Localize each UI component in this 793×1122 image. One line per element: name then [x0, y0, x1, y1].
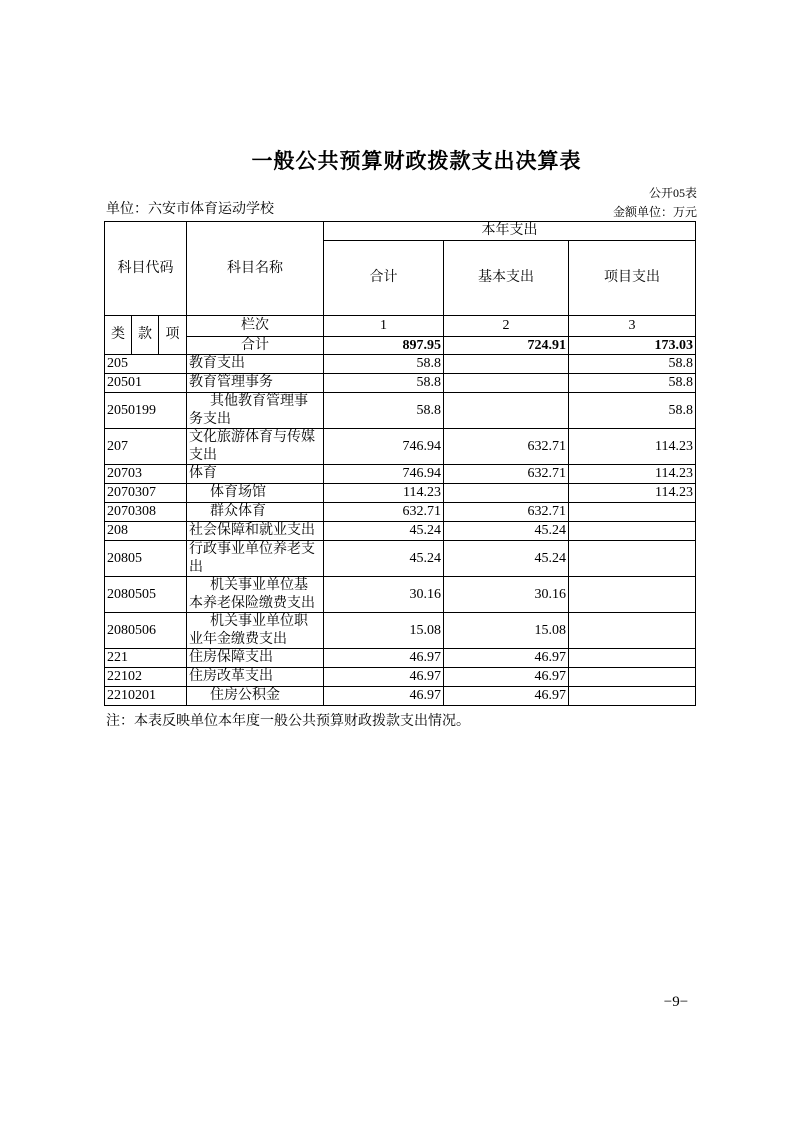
header-row-groups	[105, 222, 696, 241]
subject-code-cell: 2080506	[105, 613, 187, 649]
total-cell: 58.8	[324, 355, 444, 374]
subject-name-cell: 其他教育管理事务支出	[187, 393, 324, 429]
item-header: 项	[159, 315, 187, 355]
table-row	[105, 687, 696, 706]
basic-expenditure-cell: 46.97	[444, 687, 569, 706]
amount-unit-label: 金额单位：万元	[612, 205, 697, 219]
grand-total-row	[105, 336, 696, 355]
basic-expenditure-cell: 46.97	[444, 649, 569, 668]
project-expenditure-cell	[569, 613, 696, 649]
subject-code-cell: 208	[105, 522, 187, 541]
column-index-1: 1	[324, 315, 444, 336]
total-cell: 58.8	[324, 393, 444, 429]
unit-name-label: 单位：六安市体育运动学校	[106, 202, 274, 217]
total-cell: 746.94	[324, 465, 444, 484]
project-expenditure-column-header: 项目支出	[569, 240, 696, 315]
table-row	[105, 465, 696, 484]
table-row	[105, 649, 696, 668]
total-cell: 58.8	[324, 374, 444, 393]
subject-code-cell: 2080505	[105, 577, 187, 613]
total-cell: 46.97	[324, 649, 444, 668]
table-row	[105, 484, 696, 503]
basic-expenditure-cell	[444, 484, 569, 503]
column-index-3: 3	[569, 315, 696, 336]
form-number-label: 公开05表	[648, 186, 697, 200]
project-expenditure-cell	[569, 541, 696, 577]
table-row	[105, 577, 696, 613]
table-header	[105, 222, 696, 355]
project-expenditure-cell: 114.23	[569, 484, 696, 503]
subject-name-cell: 教育管理事务	[187, 374, 324, 393]
total-cell: 45.24	[324, 522, 444, 541]
project-expenditure-cell	[569, 503, 696, 522]
page-title: 一般公共预算财政拨款支出决算表	[251, 150, 582, 173]
table-row	[105, 374, 696, 393]
section-header: 款	[132, 315, 159, 355]
subject-code-cell: 207	[105, 429, 187, 465]
table-row	[105, 355, 696, 374]
subject-name-cell: 文化旅游体育与传媒支出	[187, 429, 324, 465]
total-cell: 746.94	[324, 429, 444, 465]
subject-code-cell: 20805	[105, 541, 187, 577]
project-expenditure-cell	[569, 668, 696, 687]
column-index-label: 栏次	[187, 315, 324, 336]
subject-name-cell: 机关事业单位基本养老保险缴费支出	[187, 577, 324, 613]
total-cell: 46.97	[324, 687, 444, 706]
project-expenditure-cell: 114.23	[569, 465, 696, 484]
class-header: 类	[105, 315, 132, 355]
project-expenditure-cell	[569, 649, 696, 668]
table-note: 注：本表反映单位本年度一般公共预算财政拨款支出情况。	[106, 714, 470, 729]
project-expenditure-cell: 114.23	[569, 429, 696, 465]
subject-code-cell: 20703	[105, 465, 187, 484]
basic-expenditure-cell: 45.24	[444, 522, 569, 541]
total-cell: 30.16	[324, 577, 444, 613]
subject-code-header: 科目代码	[105, 222, 187, 316]
subject-code-cell: 205	[105, 355, 187, 374]
total-cell: 45.24	[324, 541, 444, 577]
subject-name-header: 科目名称	[187, 222, 324, 316]
basic-expenditure-cell	[444, 355, 569, 374]
basic-expenditure-cell: 45.24	[444, 541, 569, 577]
basic-expenditure-cell	[444, 393, 569, 429]
subject-code-cell: 2050199	[105, 393, 187, 429]
basic-expenditure-cell: 30.16	[444, 577, 569, 613]
subject-code-cell: 20501	[105, 374, 187, 393]
page-number: −9−	[663, 994, 689, 1010]
basic-expenditure-column-header: 基本支出	[444, 240, 569, 315]
basic-expenditure-cell: 632.71	[444, 503, 569, 522]
subject-name-cell: 体育	[187, 465, 324, 484]
table-row	[105, 393, 696, 429]
header-row-index	[105, 315, 696, 336]
table-body	[105, 355, 696, 706]
subject-name-cell: 行政事业单位养老支出	[187, 541, 324, 577]
total-cell: 114.23	[324, 484, 444, 503]
table-row	[105, 613, 696, 649]
project-expenditure-cell: 58.8	[569, 355, 696, 374]
project-expenditure-cell	[569, 687, 696, 706]
grand-total-label: 合计	[187, 336, 324, 355]
project-expenditure-cell	[569, 577, 696, 613]
subject-code-cell: 2210201	[105, 687, 187, 706]
column-index-2: 2	[444, 315, 569, 336]
table-row	[105, 668, 696, 687]
expenditure-table	[104, 221, 696, 706]
table-row	[105, 503, 696, 522]
subject-name-cell: 社会保障和就业支出	[187, 522, 324, 541]
grand-total-total-cell: 897.95	[324, 336, 444, 355]
basic-expenditure-cell: 632.71	[444, 465, 569, 484]
subject-name-cell: 住房公积金	[187, 687, 324, 706]
subject-name-cell: 群众体育	[187, 503, 324, 522]
basic-expenditure-cell: 632.71	[444, 429, 569, 465]
project-expenditure-cell: 58.8	[569, 393, 696, 429]
grand-total-basic-cell: 724.91	[444, 336, 569, 355]
subject-name-cell: 机关事业单位职业年金缴费支出	[187, 613, 324, 649]
basic-expenditure-cell	[444, 374, 569, 393]
basic-expenditure-cell: 46.97	[444, 668, 569, 687]
project-expenditure-cell: 58.8	[569, 374, 696, 393]
current-year-expenditure-header: 本年支出	[324, 222, 696, 241]
total-cell: 15.08	[324, 613, 444, 649]
table-row	[105, 541, 696, 577]
subject-code-cell: 221	[105, 649, 187, 668]
total-cell: 46.97	[324, 668, 444, 687]
table-row	[105, 429, 696, 465]
subject-code-cell: 22102	[105, 668, 187, 687]
subject-name-cell: 住房改革支出	[187, 668, 324, 687]
subject-name-cell: 住房保障支出	[187, 649, 324, 668]
subject-code-cell: 2070308	[105, 503, 187, 522]
subject-name-cell: 教育支出	[187, 355, 324, 374]
project-expenditure-cell	[569, 522, 696, 541]
basic-expenditure-cell: 15.08	[444, 613, 569, 649]
subject-code-cell: 2070307	[105, 484, 187, 503]
grand-total-project-cell: 173.03	[569, 336, 696, 355]
table-row	[105, 522, 696, 541]
total-cell: 632.71	[324, 503, 444, 522]
total-column-header: 合计	[324, 240, 444, 315]
subject-name-cell: 体育场馆	[187, 484, 324, 503]
